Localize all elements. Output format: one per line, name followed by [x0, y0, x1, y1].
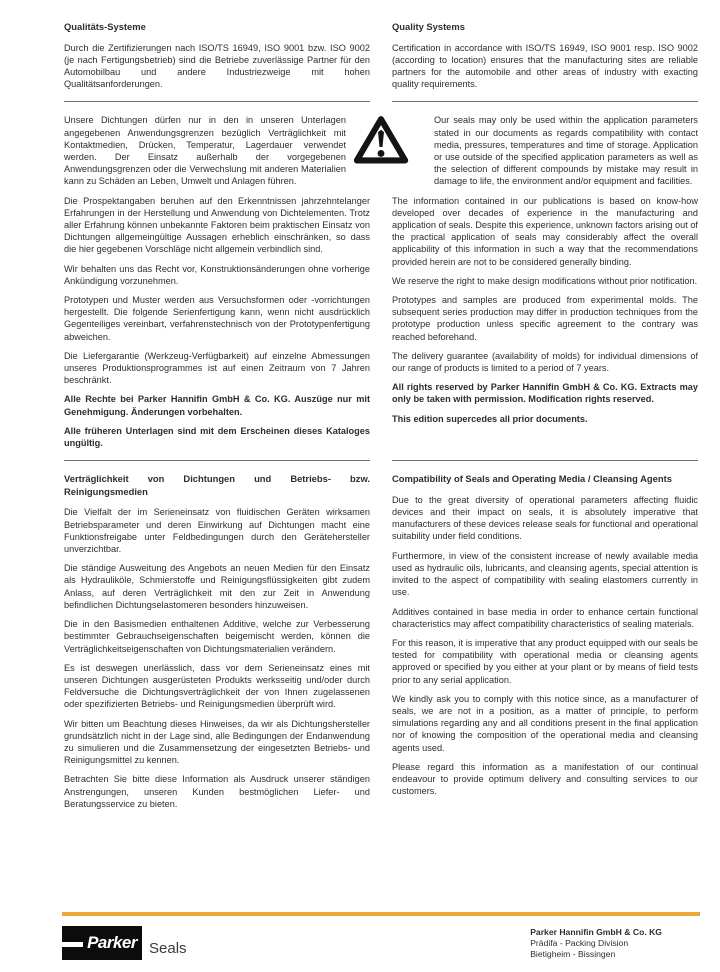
- paragraph-quality-en: Certification in accordance with ISO/TS 16949, ISO 9001 resp. ISO 9002 (according to location) ensures that the manufacturing sites are reliable partners for the automobile and other areas of industry with exacting quality requirements.: [392, 42, 698, 90]
- parker-logo-box: [62, 926, 142, 960]
- paragraph: Die ständige Ausweitung des Angebots an neuen Medien für den Einsatz als Hydrauliköle, Schmierstoffe und Reinigungsflüssigkeiten gibt zudem Anlass, auf deren Verträglichkeit mit den zur Zeit in Anwendung befindlichen Dichtungselastomeren besonders hinzuweisen.: [64, 563, 370, 610]
- parker-logo-dash: [62, 942, 83, 947]
- paragraph-warning-de: Unsere Dichtungen dürfen nur in den in unseren Unterlagen angegebenen Anwendungsgrenzen bezüglich Verträglichkeit mit Kontaktmedien, Drücken, Temperatur, Lagerdauer verwendet werden. Der Einsatz außerhalb der vorgegebenen Anwendungsgrenzen oder die Verwechslung mit anderen Materialien kann zu Schäden an Leben, Umwelt und Anlagen führen.: [64, 115, 346, 187]
- heading-quality-en: Quality Systems: [392, 21, 465, 32]
- section-quality-en: [392, 21, 698, 97]
- section-quality: [64, 21, 698, 97]
- paragraph: The information contained in our publications is based on know-how developed over decades of experience in the manufacturing and application of seals. Despite this experience, unknown factors arising out of the practical application of seals may considerably affect the overall applicability of this information in such a way that the recommendations provided herein are not to be considered generally binding.: [392, 195, 698, 267]
- parker-logo-wordmark: Parker: [87, 933, 137, 952]
- paragraph: Prototypes and samples are produced from experimental molds. The subsequent series production may differ in production techniques from the prototype production unless specific agreement to the contrary was reached beforehand.: [392, 295, 698, 342]
- paragraph: Additives contained in base media in order to enhance certain functional characteristics may affect compatibility characteristics of sealing materials.: [392, 606, 698, 629]
- section-notice-en: [392, 114, 698, 456]
- paragraph: We reserve the right to make design modifications without prior notification.: [392, 275, 698, 286]
- paragraph: Furthermore, in view of the consistent increase of newly available media used as hydraulic oils, lubricants, and cleansing agents, special attention is invited to the aspect of compatibility with sealing elastomers currently in use.: [392, 550, 698, 598]
- section-compatibility: [64, 473, 698, 817]
- paragraph: Wir behalten uns das Recht vor, Konstruktionsänderungen ohne vorherige Ankündigung vorzunehmen.: [64, 263, 370, 286]
- company-name: Parker Hannifin GmbH & Co. KG: [530, 927, 662, 937]
- heading-quality-de: Qualitäts-Systeme: [64, 21, 146, 32]
- company-address-block: [530, 927, 662, 960]
- paragraph: We kindly ask you to comply with this notice since, as a manufacturer of seals, we are not in a position, as a matter of principle, to perform simulations regarding any and all conditions present in the final application nor of knowing the composition of the operational media and cleansing agents used.: [392, 693, 698, 753]
- footer-accent-rule: [62, 912, 700, 916]
- section-divider: [64, 101, 698, 102]
- heading-compatibility-en: Compatibility of Seals and Operating Media / Cleansing Agents: [392, 473, 672, 485]
- divider-line: [64, 101, 370, 102]
- paragraph-validity-de: Alle früheren Unterlagen sind mit dem Erscheinen dieses Kataloges ungültig.: [64, 425, 370, 449]
- paragraph: Die Liefergarantie (Werkzeug-Verfügbarkeit) auf einzelne Abmessungen unseres Produktionsprogrammes ist auf einen Zeitraum von 7 Jahren beschränkt.: [64, 350, 370, 386]
- section-compatibility-de: [64, 473, 370, 817]
- paragraph: Wir bitten um Beachtung dieses Hinweises, da wir als Dichtungshersteller grundsätzlich nicht in der Lage sind, alle Bedingungen der Endanwendung zu simulieren und die Zusammensetzung der eingesetzten Betriebs- und Reinigungsmittel zu kennen.: [64, 718, 370, 766]
- paragraph: For this reason, it is imperative that any product equipped with our seals be tested for compatibility with operational media or cleansing agents approved or specified by you either at your plant or by means of field tests prior to any serial application.: [392, 637, 698, 685]
- divider-line: [392, 460, 698, 461]
- section-quality-de: [64, 21, 370, 97]
- paragraph-rights-en: All rights reserved by Parker Hannifin GmbH & Co. KG. Extracts may only be taken with permission. Modification rights reserved.: [392, 382, 698, 405]
- paragraph: Please regard this information as a manifestation of our continual endeavour to provide optimum delivery and consulting services to our customers.: [392, 761, 698, 797]
- paragraph: Due to the great diversity of operational parameters affecting fluidic devices and their impact on seals, it is absolutely imperative that manufacturers of these devices release seals for functional and operational suitability under field conditions.: [392, 494, 698, 542]
- paragraph: Prototypen und Muster werden aus Versuchsformen oder -vorrichtungen hergestellt. Die folgende Serienfertigung kann, wenn nicht ausdrücklich Gegenteiliges vereinbart, verfahrenstechnisch von der Prototypenfertigung abweichen.: [64, 295, 370, 342]
- warning-triangle-icon: [353, 114, 409, 172]
- section-notice: [64, 114, 698, 456]
- paragraph-rights-de: Alle Rechte bei Parker Hannifin GmbH & Co. KG. Auszüge nur mit Genehmigung. Änderungen vorbehalten.: [64, 394, 370, 417]
- paragraph: The delivery guarantee (availability of molds) for individual dimensions of our range of products is limited to a period of 7 years.: [392, 350, 698, 374]
- paragraph: Die in den Basismedien enthaltenen Additive, welche zur Verbesserung bestimmter Gebrauchseigenschaften beigemischt werden, können die Verträglichkeitseigenschaften von Dichtungsmaterialien verändern.: [64, 619, 370, 654]
- company-location: Bietigheim - Bissingen: [530, 949, 616, 959]
- paragraph-quality-de: Durch die Zertifizierungen nach ISO/TS 16949, ISO 9001 bzw. ISO 9002 (je nach Fertigungsbetrieb) sind die Betriebe zuverlässige Partner für den Automobilbau und andere Industriezweige mit hohen Qualitätsanforderungen.: [64, 42, 370, 90]
- paragraph: Betrachten Sie bitte diese Information als Ausdruck unserer ständigen Anstrengungen, unseren Kunden bestmöglichen Liefer- und Beratungsservice zu bieten.: [64, 774, 370, 809]
- paragraph: Die Vielfalt der im Serieneinsatz von fluidischen Geräten wirksamen Betriebsparameter und deren Einwirkung auf Dichtungen macht eine Funktionsfreigabe unter Feldbedingungen durch den Gerätehersteller unverzichtbar.: [64, 507, 370, 555]
- page-footer: [62, 912, 700, 960]
- section-divider: [64, 460, 698, 461]
- divider-line: [64, 460, 370, 461]
- parker-seals-logo: [62, 926, 187, 960]
- section-compatibility-en: [392, 473, 698, 817]
- paragraph: Die Prospektangaben beruhen auf den Erkenntnissen jahrzehntelanger Erfahrungen in der Herstellung und Anwendung von Dichtelementen. Trotz aller Erfahrung können unbekannte Faktoren beim praktischen Einsatz von Dichtungen allgemeingültige Aussagen erheblich einschränken, so dass die hier gegebenen Vorschläge nicht allgemein verbindlich sind.: [64, 195, 370, 255]
- heading-compatibility-de: Verträglichkeit von Dichtungen und Betriebs- bzw. Reinigungsmedien: [64, 473, 370, 497]
- paragraph-validity-en: This edition supercedes all prior documents.: [392, 413, 588, 424]
- divider-line: [392, 101, 698, 102]
- paragraph: Es ist deswegen unerlässlich, dass vor dem Serieneinsatz eines mit unseren Dichtungen ausgerüsteten Produkts werksseitig und/oder durch Feldversuche die Dichtungsverträglichkeit der von Ihnen zugelassenen oder spezifizierten Betriebs- und Reinigungsmedien überprüft wird.: [64, 662, 370, 710]
- paragraph-warning-en: Our seals may only be used within the application parameters stated in our documents as regards compatibility with contact media, pressures, temperatures and time of storage. Application or use outside of the specified application parameters as well as the selection of different compounds by mistake may result in damage to life, the environment and/or equipment and facilities.: [434, 115, 698, 187]
- company-division: Prädifa - Packing Division: [530, 938, 629, 948]
- section-notice-de: [64, 114, 370, 456]
- logo-seals-label: Seals: [149, 940, 187, 957]
